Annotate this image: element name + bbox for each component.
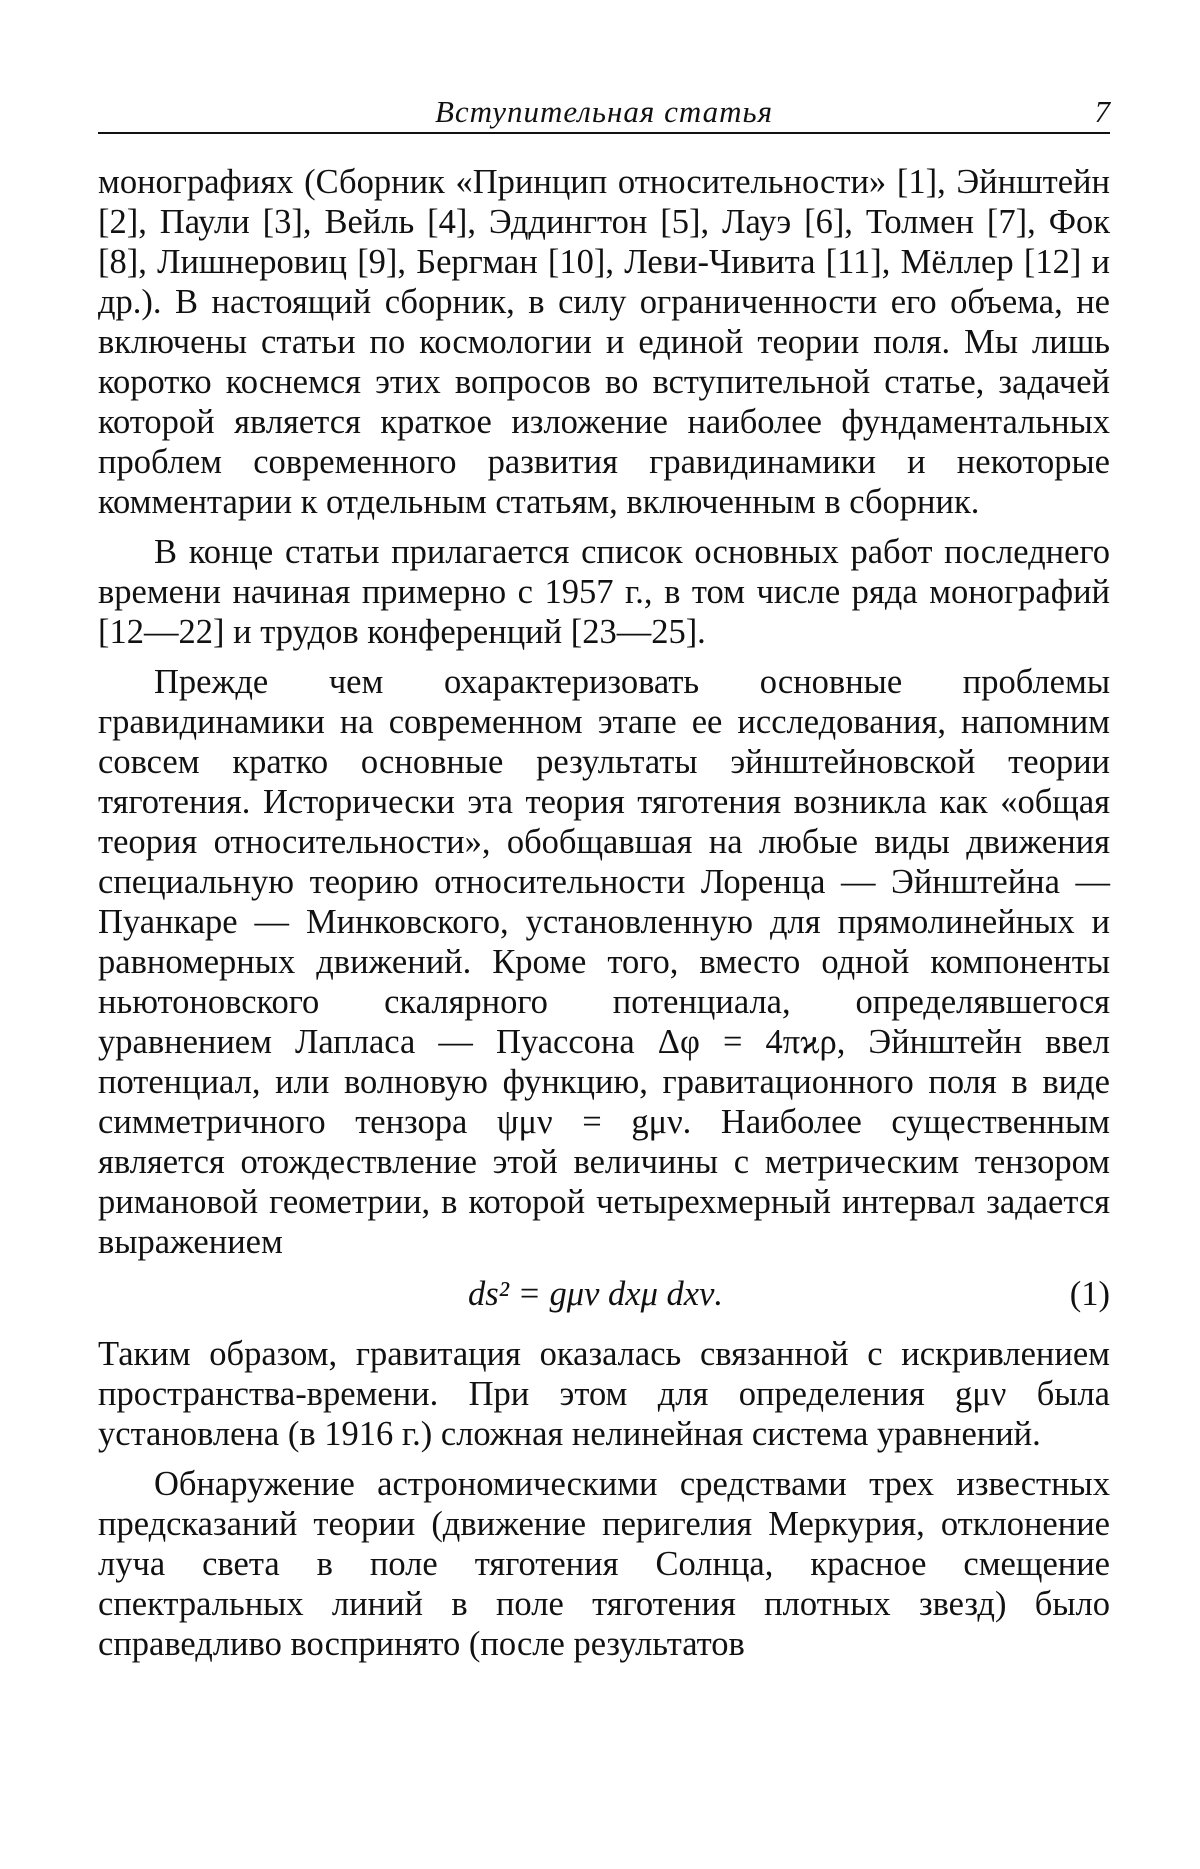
equation-number: (1) <box>1069 1275 1110 1313</box>
book-page <box>98 92 1110 1674</box>
running-header <box>98 92 1110 134</box>
equation: ds² = gμν dxμ dxν. <box>468 1275 724 1313</box>
paragraph-references: В конце статьи прилагается список основных работ последнего времени начиная примерно с 1957 г., в том числе ряда монографий [12—22] и трудов конференций [23—25]. <box>98 533 1110 651</box>
paragraph-astronomical-tests: Обнаружение астрономическими средствами трех известных предсказаний теории (движение перигелия Меркурия, отклонение луча света в поле тяготения Солнца, красное смещение спектральных линий в поле тяготения плотных звезд) было справедливо воспринято (после результатов <box>98 1465 1110 1663</box>
paragraph-continuation: монографиях (Сборник «Принцип относительности» [1], Эйнштейн [2], Паули [3], Вейль [4], Эддингтон [5], Лауэ [6], Толмен [7], Фок [8], Лишнеровиц [9], Бергман [10], Леви-Чивита [11], Мёллер [12] и др.). В настоящий сборник, в силу ограниченности его объема, не включены статьи по космологии и единой теории поля. Мы лишь коротко коснемся этих вопросов во вступительной статье, задачей которой является краткое изложение наиболее фундаментальных проблем современного развития гравидинамики и некоторые комментарии к отдельным статьям, включенным в сборник. <box>98 163 1110 521</box>
paragraph-gravitation-curvature: Таким образом, гравитация оказалась связанной с искривлением пространства-времени. При этом для определения gμν была установлена (в 1916 г.) сложная нелинейная система уравнений. <box>98 1335 1110 1453</box>
paragraph-einstein-theory: Прежде чем охарактеризовать основные проблемы гравидинамики на современном этапе ее исследования, напомним совсем кратко основные результаты эйнштейновской теории тяготения. Исторически эта теория тяготения возникла как «общая теория относительности», обобщавшая на любые виды движения специальную теорию относительности Лоренца — Эйнштейна — Пуанкаре — Минковского, установленную для прямолинейных и равномерных движений. Кроме того, вместо одной компоненты ньютоновского скалярного потенциала, определявшегося уравнением Лапласа — Пуассона Δφ = 4πϰρ, Эйнштейн ввел потенциал, или волновую функцию, гравитационного поля в виде симметричного тензора ψμν = gμν. Наиболее существенным является отождествление этой величины с метрическим тензором римановой геометрии, в которой четырехмерный интервал задается выражением <box>98 663 1110 1261</box>
body-text <box>98 162 1110 1664</box>
equation-row <box>98 1268 1110 1320</box>
page-number: 7 <box>1094 94 1110 129</box>
running-title: Вступительная статья <box>434 94 774 129</box>
